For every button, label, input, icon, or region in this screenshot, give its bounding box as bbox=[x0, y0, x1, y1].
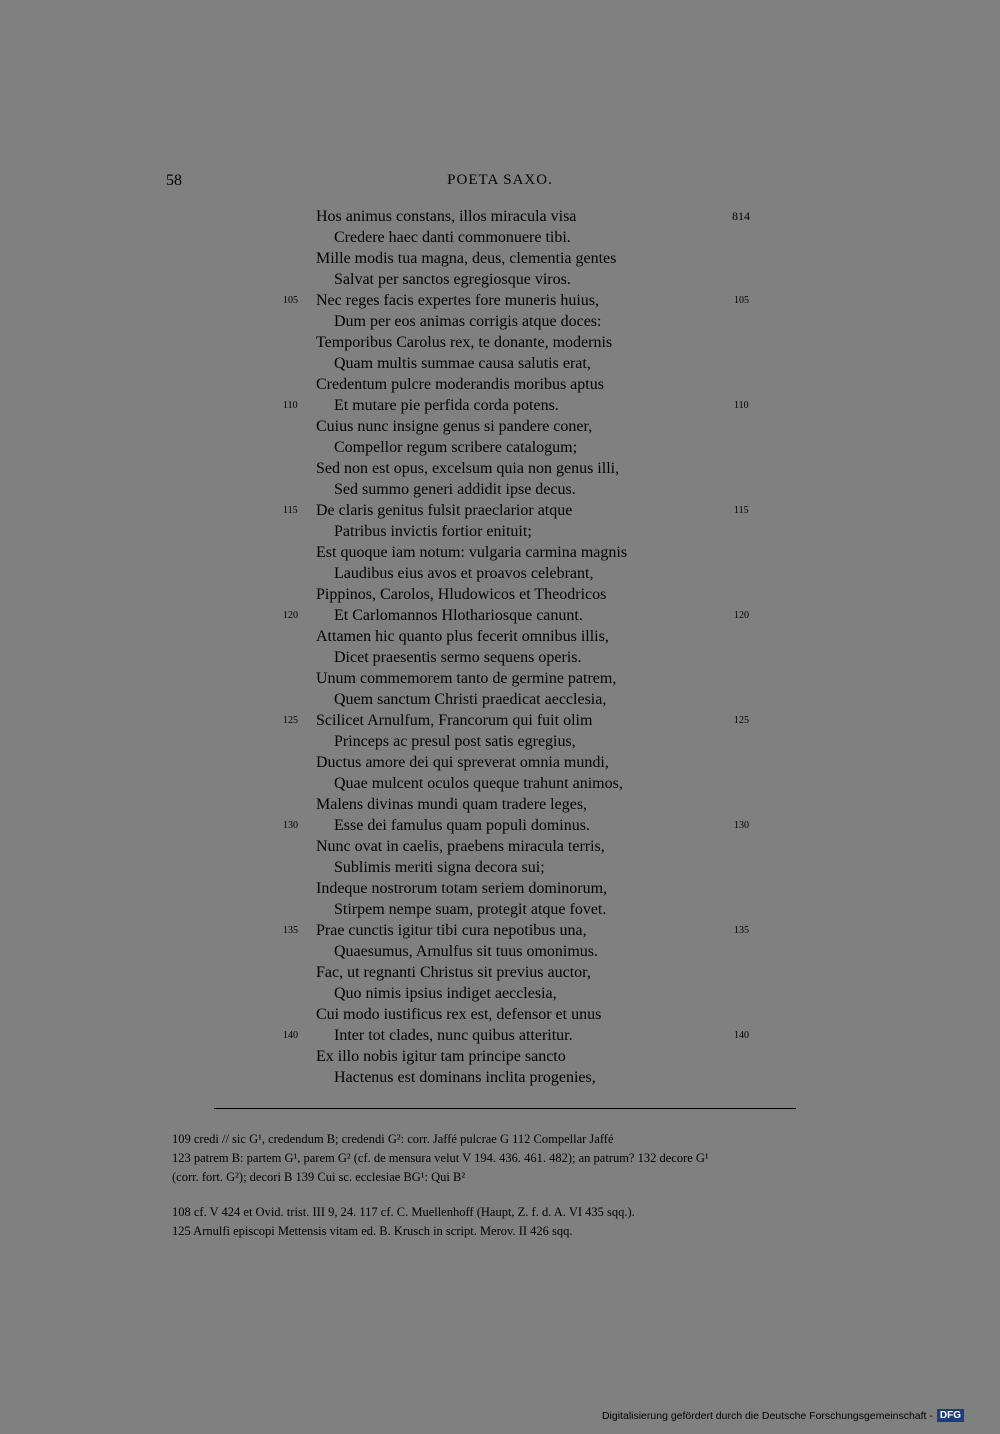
verse-line bbox=[0, 206, 1000, 227]
apparatus-line: 123 patrem B: partem G¹, parem G² (cf. de mensura velut V 194. 436. 461. 482); an patrum? 132 decore G¹ bbox=[172, 1151, 709, 1165]
verse-line bbox=[0, 458, 1000, 479]
verse-text: Cuius nunc insigne genus si pandere coner, bbox=[316, 418, 593, 435]
verse-text: Sed non est opus, excelsum quia non genus illi, bbox=[316, 460, 620, 477]
verse-text: Unum commemorem tanto de germine patrem, bbox=[316, 670, 617, 687]
verse-line bbox=[0, 920, 1000, 941]
verse-line bbox=[0, 605, 1000, 626]
verse-line bbox=[0, 857, 1000, 878]
verse-line bbox=[0, 563, 1000, 584]
verse-text: Hactenus est dominans inclita progenies, bbox=[334, 1069, 596, 1086]
verse-text: Esse dei famulus quam populi dominus. bbox=[334, 817, 590, 834]
verse-text: Patribus invictis fortior enituit; bbox=[334, 523, 532, 540]
verse-text: Ex illo nobis igitur tam principe sancto bbox=[316, 1048, 566, 1065]
verse-text: Et mutare pie perfida corda potens. bbox=[334, 397, 559, 414]
verse-line bbox=[0, 668, 1000, 689]
verse-line bbox=[0, 269, 1000, 290]
verse-line bbox=[0, 227, 1000, 248]
verse-text: Quaesumus, Arnulfus sit tuus omonimus. bbox=[334, 943, 599, 960]
verse-text: Ductus amore dei qui spreverat omnia mundi, bbox=[316, 754, 609, 771]
verse-line bbox=[0, 332, 1000, 353]
line-number-right: 115 bbox=[734, 505, 749, 516]
verse-text: Quo nimis ipsius indiget aecclesia, bbox=[334, 985, 557, 1002]
verse-text: Quae mulcent oculos queque trahunt animos, bbox=[334, 775, 623, 792]
verse-text: Malens divinas mundi quam tradere leges, bbox=[316, 796, 588, 813]
verse-text: Dum per eos animas corrigis atque doces: bbox=[334, 313, 602, 330]
verse-line bbox=[0, 416, 1000, 437]
verse-text: Salvat per sanctos egregiosque viros. bbox=[334, 271, 571, 288]
verse-text: De claris genitus fulsit praeclarior atque bbox=[316, 502, 573, 519]
line-number-left: 135 bbox=[283, 925, 298, 936]
verse-text: Quam multis summae causa salutis erat, bbox=[334, 355, 591, 372]
verse-text: Est quoque iam notum: vulgaria carmina magnis bbox=[316, 544, 628, 561]
line-number-left: 115 bbox=[283, 505, 298, 516]
verse-line bbox=[0, 962, 1000, 983]
line-number-left: 140 bbox=[283, 1030, 298, 1041]
verse-line bbox=[0, 500, 1000, 521]
verse-text: Et Carlomannos Hlothariosque canunt. bbox=[334, 607, 583, 624]
line-number-right: 130 bbox=[734, 820, 749, 831]
verse-line bbox=[0, 374, 1000, 395]
verse-line bbox=[0, 731, 1000, 752]
verse-text: Scilicet Arnulfum, Francorum qui fuit olim bbox=[316, 712, 593, 729]
verse-line bbox=[0, 479, 1000, 500]
verse-text: Nec reges facis expertes fore muneris huius, bbox=[316, 292, 599, 309]
verse-text: Quem sanctum Christi praedicat aecclesia, bbox=[334, 691, 607, 708]
verse-line bbox=[0, 626, 1000, 647]
edition-reference: 814 bbox=[732, 209, 750, 223]
footnote-rule bbox=[214, 1108, 796, 1109]
verse-text: Sublimis meriti signa decora sui; bbox=[334, 859, 545, 876]
verse-line bbox=[0, 710, 1000, 731]
source-note-line: 125 Arnulfi episcopi Mettensis vitam ed. B. Krusch in script. Merov. II 426 sqq. bbox=[172, 1224, 573, 1238]
verse-line bbox=[0, 311, 1000, 332]
verse-text: Credentum pulcre moderandis moribus aptus bbox=[316, 376, 604, 393]
verse-line bbox=[0, 353, 1000, 374]
verse-text: Fac, ut regnanti Christus sit previus auctor, bbox=[316, 964, 591, 981]
verse-line bbox=[0, 290, 1000, 311]
verse-line bbox=[0, 773, 1000, 794]
footer-credit-text: Digitalisierung gefördert durch die Deutsche Forschungsgemeinschaft - bbox=[601, 1409, 933, 1422]
dfg-logo: DFG bbox=[937, 1409, 964, 1422]
verse-text: Credere haec danti commonuere tibi. bbox=[334, 229, 571, 246]
verse-text: Sed summo generi addidit ipse decus. bbox=[334, 481, 576, 498]
verse-line bbox=[0, 941, 1000, 962]
line-number-left: 125 bbox=[283, 715, 298, 726]
line-number-right: 125 bbox=[734, 715, 749, 726]
verse-line bbox=[0, 437, 1000, 458]
verse-text: Inter tot clades, nunc quibus atteritur. bbox=[334, 1027, 573, 1044]
apparatus-line: 109 credi // sic G¹, credendum B; credendi G²: corr. Jaffé pulcrae G 112 Compellar Jaffé bbox=[172, 1132, 614, 1146]
verse-line bbox=[0, 689, 1000, 710]
line-number-left: 130 bbox=[283, 820, 298, 831]
running-head: POETA SAXO. bbox=[447, 172, 553, 188]
verse-text: Nunc ovat in caelis, praebens miracula terris, bbox=[316, 838, 605, 855]
verse-line bbox=[0, 542, 1000, 563]
line-number-right: 120 bbox=[734, 610, 749, 621]
apparatus-line: (corr. fort. G²); decori B 139 Cui sc. ecclesiae BG¹: Qui B² bbox=[172, 1170, 466, 1184]
verse-text: Mille modis tua magna, deus, clementia gentes bbox=[316, 250, 617, 267]
line-number-right: 135 bbox=[734, 925, 749, 936]
verse-line bbox=[0, 983, 1000, 1004]
verse-text: Temporibus Carolus rex, te donante, modernis bbox=[316, 334, 613, 351]
verse-text: Pippinos, Carolos, Hludowicos et Theodricos bbox=[316, 586, 607, 603]
critical-apparatus bbox=[172, 1130, 840, 1187]
verse-line bbox=[0, 794, 1000, 815]
line-number-left: 120 bbox=[283, 610, 298, 621]
verse-text: Laudibus eius avos et proavos celebrant, bbox=[334, 565, 594, 582]
verse-line bbox=[0, 836, 1000, 857]
verse-text: Attamen hic quanto plus fecerit omnibus illis, bbox=[316, 628, 609, 645]
verse-line bbox=[0, 1046, 1000, 1067]
verse-text: Stirpem nempe suam, protegit atque fovet. bbox=[334, 901, 607, 918]
verse-text: Compellor regum scribere catalogum; bbox=[334, 439, 578, 456]
verse-text: Cui modo iustificus rex est, defensor et unus bbox=[316, 1006, 602, 1023]
source-note-line: 108 cf. V 424 et Ovid. trist. III 9, 24. 117 cf. C. Muellenhoff (Haupt, Z. f. d. A. VI 435 sqq.). bbox=[172, 1205, 635, 1219]
verse-text: Dicet praesentis sermo sequens operis. bbox=[334, 649, 582, 666]
footer-credit bbox=[602, 1409, 964, 1422]
verse-block bbox=[0, 206, 1000, 1088]
verse-line bbox=[0, 899, 1000, 920]
verse-line bbox=[0, 395, 1000, 416]
verse-text: Hos animus constans, illos miracula visa bbox=[316, 208, 577, 225]
verse-line bbox=[0, 815, 1000, 836]
verse-line bbox=[0, 1004, 1000, 1025]
line-number-left: 110 bbox=[283, 400, 298, 411]
verse-text: Prae cunctis igitur tibi cura nepotibus una, bbox=[316, 922, 587, 939]
verse-line bbox=[0, 521, 1000, 542]
verse-line bbox=[0, 248, 1000, 269]
verse-line bbox=[0, 647, 1000, 668]
verse-line bbox=[0, 1067, 1000, 1088]
line-number-right: 110 bbox=[734, 400, 749, 411]
verse-line bbox=[0, 752, 1000, 773]
verse-line bbox=[0, 1025, 1000, 1046]
verse-text: Princeps ac presul post satis egregius, bbox=[334, 733, 576, 750]
line-number-left: 105 bbox=[283, 295, 298, 306]
verse-text: Indeque nostrorum totam seriem dominorum, bbox=[316, 880, 608, 897]
source-notes bbox=[172, 1203, 840, 1241]
verse-line bbox=[0, 584, 1000, 605]
line-number-right: 105 bbox=[734, 295, 749, 306]
verse-line bbox=[0, 878, 1000, 899]
page-number: 58 bbox=[166, 172, 182, 189]
line-number-right: 140 bbox=[734, 1030, 749, 1041]
